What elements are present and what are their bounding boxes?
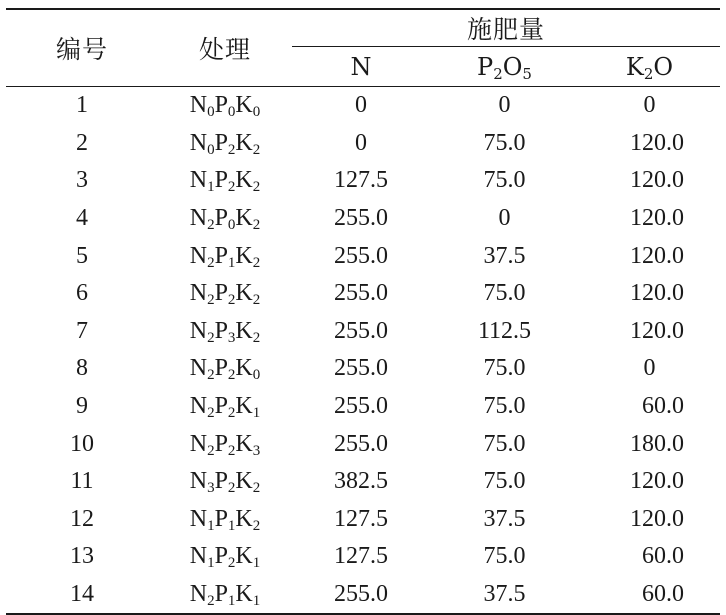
table-row [6, 313, 720, 351]
cell-n-amount: 255.0 [334, 205, 388, 232]
cell-n-amount: 255.0 [334, 317, 388, 344]
header-nutrient-k2o: $K_2O$ [579, 47, 720, 87]
cell-id: 4 [76, 205, 88, 232]
table-row [6, 275, 720, 313]
cell-n-amount: 255.0 [292, 576, 430, 615]
cell-id: 5 [76, 242, 88, 269]
cell-treatment: $N_2P_1K_1$ [158, 576, 292, 615]
cell-p2o5-amount: 75.0 [483, 430, 526, 457]
table-body [6, 87, 720, 615]
cell-p2o5-amount: 37.5 [483, 505, 526, 532]
cell-p2o5-amount: 37.5 [483, 242, 526, 269]
cell-k2o-amount: 120.0 [630, 167, 685, 194]
cell-p2o5-amount: 37.5 [430, 576, 579, 615]
cell-treatment: $N_2P_2K_2$ [189, 280, 261, 309]
table-row [6, 162, 720, 200]
table-row [6, 538, 720, 576]
cell-treatment: $N_0P_2K_2$ [189, 129, 261, 158]
header-nutrient-p2o5: $P_2O_5$ [430, 47, 579, 87]
table-row [6, 388, 720, 426]
table-row [6, 237, 720, 275]
header-fertilizer-amount: 施肥量 [292, 9, 720, 47]
cell-id: 10 [70, 430, 94, 457]
cell-n-amount: 127.5 [334, 505, 388, 532]
cell-p2o5-amount: 75.0 [483, 280, 526, 307]
cell-p2o5-amount: 75.0 [483, 355, 526, 382]
cell-p2o5-amount: 75.0 [483, 468, 526, 495]
cell-id: 9 [76, 393, 88, 420]
cell-id: 8 [76, 355, 88, 382]
cell-p2o5-amount: 112.5 [477, 317, 532, 344]
cell-k2o-amount: 120.0 [630, 505, 685, 532]
cell-k2o-amount: 0 [643, 355, 656, 382]
table-row [6, 463, 720, 501]
cell-treatment: $N_2P_2K_1$ [189, 393, 261, 422]
cell-n-amount: 255.0 [334, 280, 388, 307]
table-row [6, 425, 720, 463]
cell-p2o5-amount: 75.0 [483, 167, 526, 194]
cell-k2o-amount: 60.0 [642, 393, 685, 420]
cell-id: 12 [70, 505, 94, 532]
cell-treatment: $N_3P_2K_2$ [189, 468, 261, 497]
header-nutrient-n: N [292, 47, 430, 87]
cell-id: 13 [70, 543, 94, 570]
table-row [6, 200, 720, 238]
cell-id: 1 [76, 92, 88, 119]
cell-n-amount: 382.5 [334, 468, 388, 495]
cell-id: 2 [76, 129, 88, 156]
cell-k2o-amount: 120.0 [630, 205, 685, 232]
cell-n-amount: 255.0 [334, 242, 388, 269]
fertilizer-treatment-table [6, 8, 720, 615]
cell-id: 7 [76, 317, 88, 344]
cell-treatment: $N_2P_3K_2$ [189, 317, 261, 346]
cell-id: 14 [6, 576, 158, 615]
cell-k2o-amount: 120.0 [630, 280, 685, 307]
cell-treatment: $N_1P_2K_2$ [189, 167, 261, 196]
cell-p2o5-amount: 75.0 [483, 129, 526, 156]
cell-p2o5-amount: 0 [498, 92, 511, 119]
cell-n-amount: 255.0 [334, 355, 388, 382]
cell-id: 11 [70, 468, 94, 495]
cell-n-amount: 127.5 [334, 167, 388, 194]
cell-id: 6 [76, 280, 88, 307]
cell-id: 3 [76, 167, 88, 194]
cell-p2o5-amount: 75.0 [483, 543, 526, 570]
cell-treatment: $N_2P_2K_0$ [189, 355, 261, 384]
cell-k2o-amount: 120.0 [630, 317, 685, 344]
cell-p2o5-amount: 0 [498, 205, 511, 232]
cell-treatment: $N_1P_1K_2$ [189, 505, 261, 534]
header-id: 编号 [6, 9, 158, 87]
cell-treatment: $N_1P_2K_1$ [189, 543, 261, 572]
cell-treatment: $N_0P_0K_0$ [189, 92, 261, 121]
cell-n-amount: 255.0 [334, 393, 388, 420]
table-header [6, 9, 720, 87]
cell-n-amount: 255.0 [334, 430, 388, 457]
cell-k2o-amount: 0 [643, 92, 656, 119]
cell-n-amount: 127.5 [334, 543, 388, 570]
table-row [6, 501, 720, 539]
cell-k2o-amount: 60.0 [579, 576, 720, 615]
cell-treatment: $N_2P_2K_3$ [189, 430, 261, 459]
cell-k2o-amount: 120.0 [630, 468, 685, 495]
cell-n-amount: 0 [355, 92, 367, 119]
table-row [6, 87, 720, 125]
table-row [6, 350, 720, 388]
header-treatment: 处理 [158, 9, 292, 87]
cell-treatment: $N_2P_1K_2$ [189, 242, 261, 271]
cell-p2o5-amount: 75.0 [483, 393, 526, 420]
table-row [6, 125, 720, 163]
cell-k2o-amount: 60.0 [642, 543, 685, 570]
cell-treatment: $N_2P_0K_2$ [189, 205, 261, 234]
cell-n-amount: 0 [355, 129, 367, 156]
cell-k2o-amount: 180.0 [630, 430, 685, 457]
cell-k2o-amount: 120.0 [630, 242, 685, 269]
cell-k2o-amount: 120.0 [630, 129, 685, 156]
